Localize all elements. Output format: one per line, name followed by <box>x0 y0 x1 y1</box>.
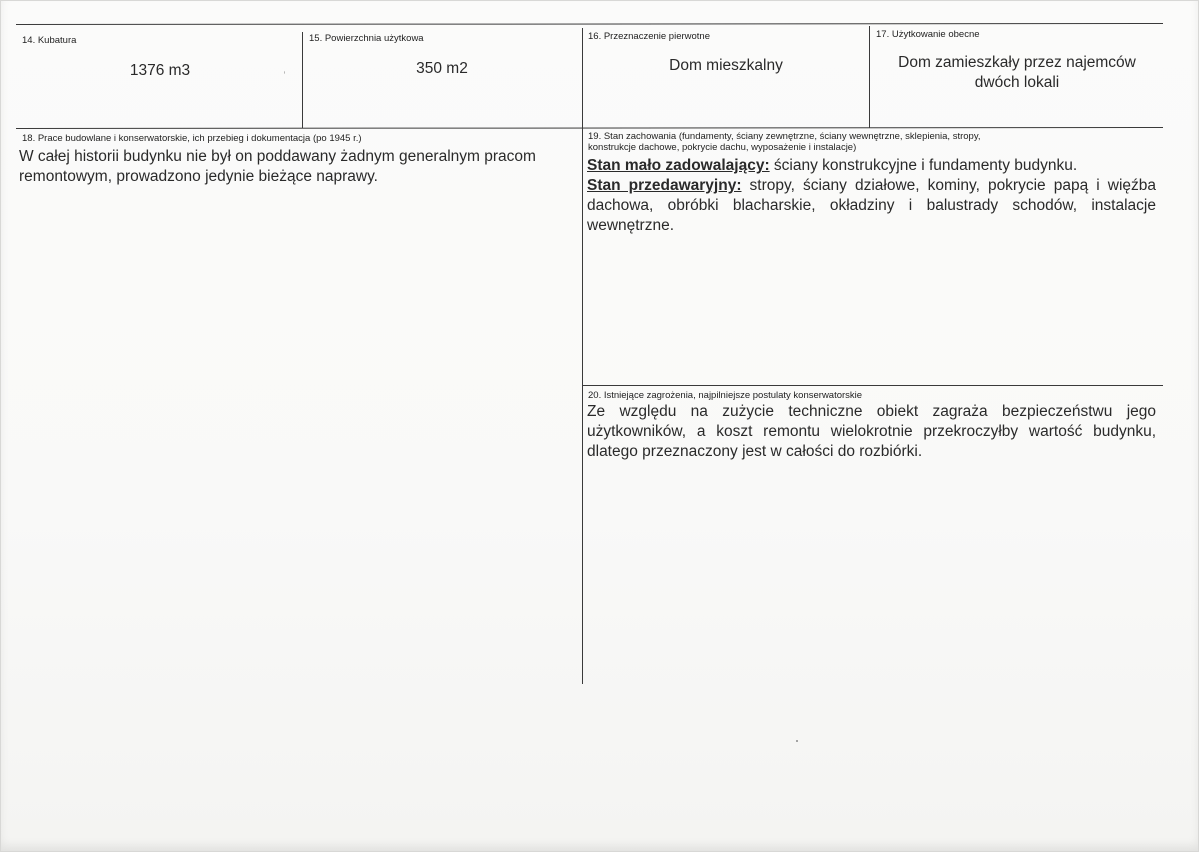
cell-19-body <box>587 156 1156 236</box>
cell-18-text: W całej historii budynku nie był on poddawany żadnym generalnym pracom remontowym, prowadzono jedynie bieżące naprawy. <box>19 148 536 185</box>
middle-border-line <box>16 127 1163 129</box>
cell-19-text-1: ściany konstrukcyjne i fundamenty budynku. <box>769 157 1078 174</box>
lower-right-border-line <box>583 385 1163 386</box>
cell-19-paragraph-1 <box>587 156 1156 176</box>
divider-14-15 <box>302 32 303 128</box>
cell-17-label: 17. Użytkowanie obecne <box>876 29 980 40</box>
top-border-line <box>16 23 1163 25</box>
cell-14-value: 1376 m3 <box>129 62 191 79</box>
scan-speck <box>796 740 798 742</box>
cell-14-label: 14. Kubatura <box>22 35 77 46</box>
cell-15-value: 350 m2 <box>416 60 468 77</box>
divider-main-vertical <box>582 28 583 684</box>
divider-16-17 <box>869 26 870 128</box>
cell-15-label: 15. Powierzchnia użytkowa <box>309 33 424 44</box>
cell-19-label-line1: 19. Stan zachowania (fundamenty, ściany zewnętrzne, ściany wewnętrzne, sklepienia, stropy, <box>588 131 981 142</box>
cell-19-text-2: stropy, ściany działowe, kominy, pokrycie papą i więźba dachowa, obróbki blacharskie, okładziny i balustrady schodów, instalacje wewnętrzne. <box>587 177 1156 234</box>
cell-19-label-line2: konstrukcje dachowe, pokrycie dachu, wyposażenie i instalacje) <box>588 142 857 153</box>
cell-19-heading-1: Stan mało zadowalający: <box>587 157 770 174</box>
cell-16-value: Dom mieszkalny <box>669 57 783 74</box>
cell-19-paragraph-2 <box>587 176 1156 236</box>
cell-20-text: Ze względu na zużycie techniczne obiekt zagraża bezpieczeństwu jego użytkowników, a koszt remontu wielokrotnie przekroczyłby wartość budynku, dlatego przeznaczony jest w całości do rozbiórki. <box>587 403 1156 460</box>
cell-19-heading-2: Stan przedawaryjny: <box>587 177 742 194</box>
cell-18-label: 18. Prace budowlane i konserwatorskie, ich przebieg i dokumentacja (po 1945 r.) <box>22 133 362 144</box>
cell-16-label: 16. Przeznaczenie pierwotne <box>588 31 710 42</box>
scan-speck <box>284 71 285 74</box>
cell-20-label: 20. Istniejące zagrożenia, najpilniejsze postulaty konserwatorskie <box>588 390 863 401</box>
cell-17-value: Dom zamieszkały przez najemców dwóch lokali <box>898 54 1136 91</box>
